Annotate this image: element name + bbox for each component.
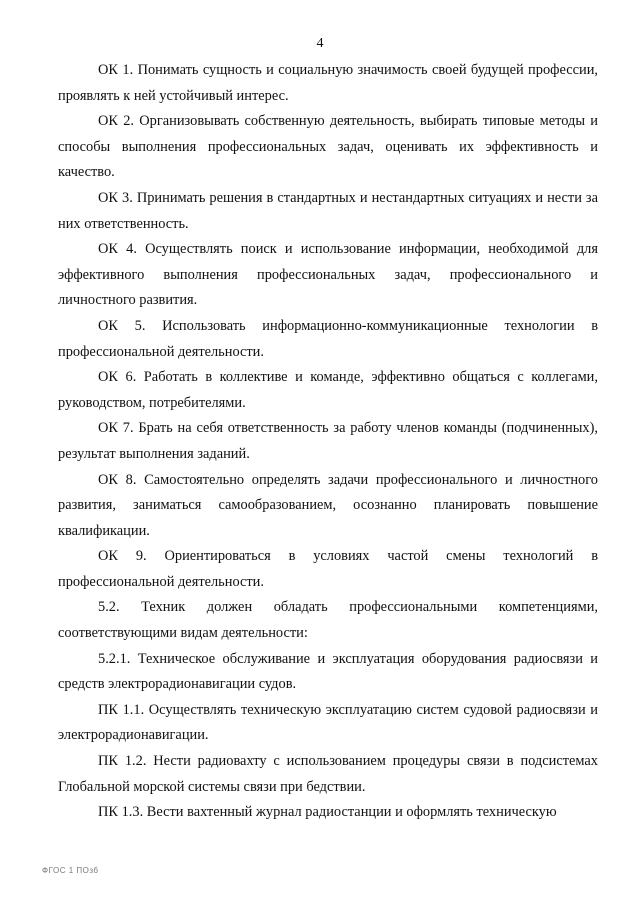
page-number: 4 xyxy=(316,36,324,51)
paragraph-ok1: ОК 1. Понимать сущность и социальную значимость своей будущей профессии, проявлять к ней устойчивый интерес. xyxy=(58,62,598,104)
footer-stamp: ФГОС 1 ПОзб xyxy=(42,866,99,875)
paragraph-ok6: ОК 6. Работать в коллективе и команде, эффективно общаться с коллегами, руководством, потребителями. xyxy=(58,369,598,411)
paragraph-ok5: ОК 5. Использовать информационно-коммуникационные технологии в профессиональной деятельности. xyxy=(58,317,598,360)
paragraph-ok8: ОК 8. Самостоятельно определять задачи профессионального и личностного развития, заниматься самообразованием, осознанно планировать повышение квалификации. xyxy=(58,471,598,539)
paragraph-ok4: ОК 4. Осуществлять поиск и использование информации, необходимой для эффективного выполнения профессиональных задач, профессионального и личностного развития. xyxy=(58,241,598,309)
paragraph-pk1-1: ПК 1.1. Осуществлять техническую эксплуатацию систем судовой радиосвязи и электрорадионавигации. xyxy=(58,701,598,744)
paragraph-ok7: ОК 7. Брать на себя ответственность за работу членов команды (подчиненных), результат выполнения заданий. xyxy=(58,420,598,462)
paragraph-ok2: ОК 2. Организовывать собственную деятельность, выбирать типовые методы и способы выполнения профессиональных задач, оценивать их эффективность и качество. xyxy=(58,113,598,181)
paragraph-ok3: ОК 3. Принимать решения в стандартных и нестандартных ситуациях и нести за них ответственность. xyxy=(58,189,598,232)
paragraph-pk1-2: ПК 1.2. Нести радиовахту с использованием процедуры связи в подсистемах Глобальной морской системы связи при бедствии. xyxy=(58,753,598,795)
document-body xyxy=(58,58,598,826)
paragraph-pk1-3: ПК 1.3. Вести вахтенный журнал радиостанции и оформлять техническую xyxy=(98,804,557,821)
paragraph-ok9: ОК 9. Ориентироваться в условиях частой смены технологий в профессиональной деятельности. xyxy=(58,548,598,590)
paragraph-5-2-1: 5.2.1. Техническое обслуживание и эксплуатация оборудования радиосвязи и средств электрорадионавигации судов. xyxy=(58,650,598,693)
paragraph-5-2: 5.2. Техник должен обладать профессиональными компетенциями, соответствующими видам деятельности: xyxy=(58,599,598,642)
